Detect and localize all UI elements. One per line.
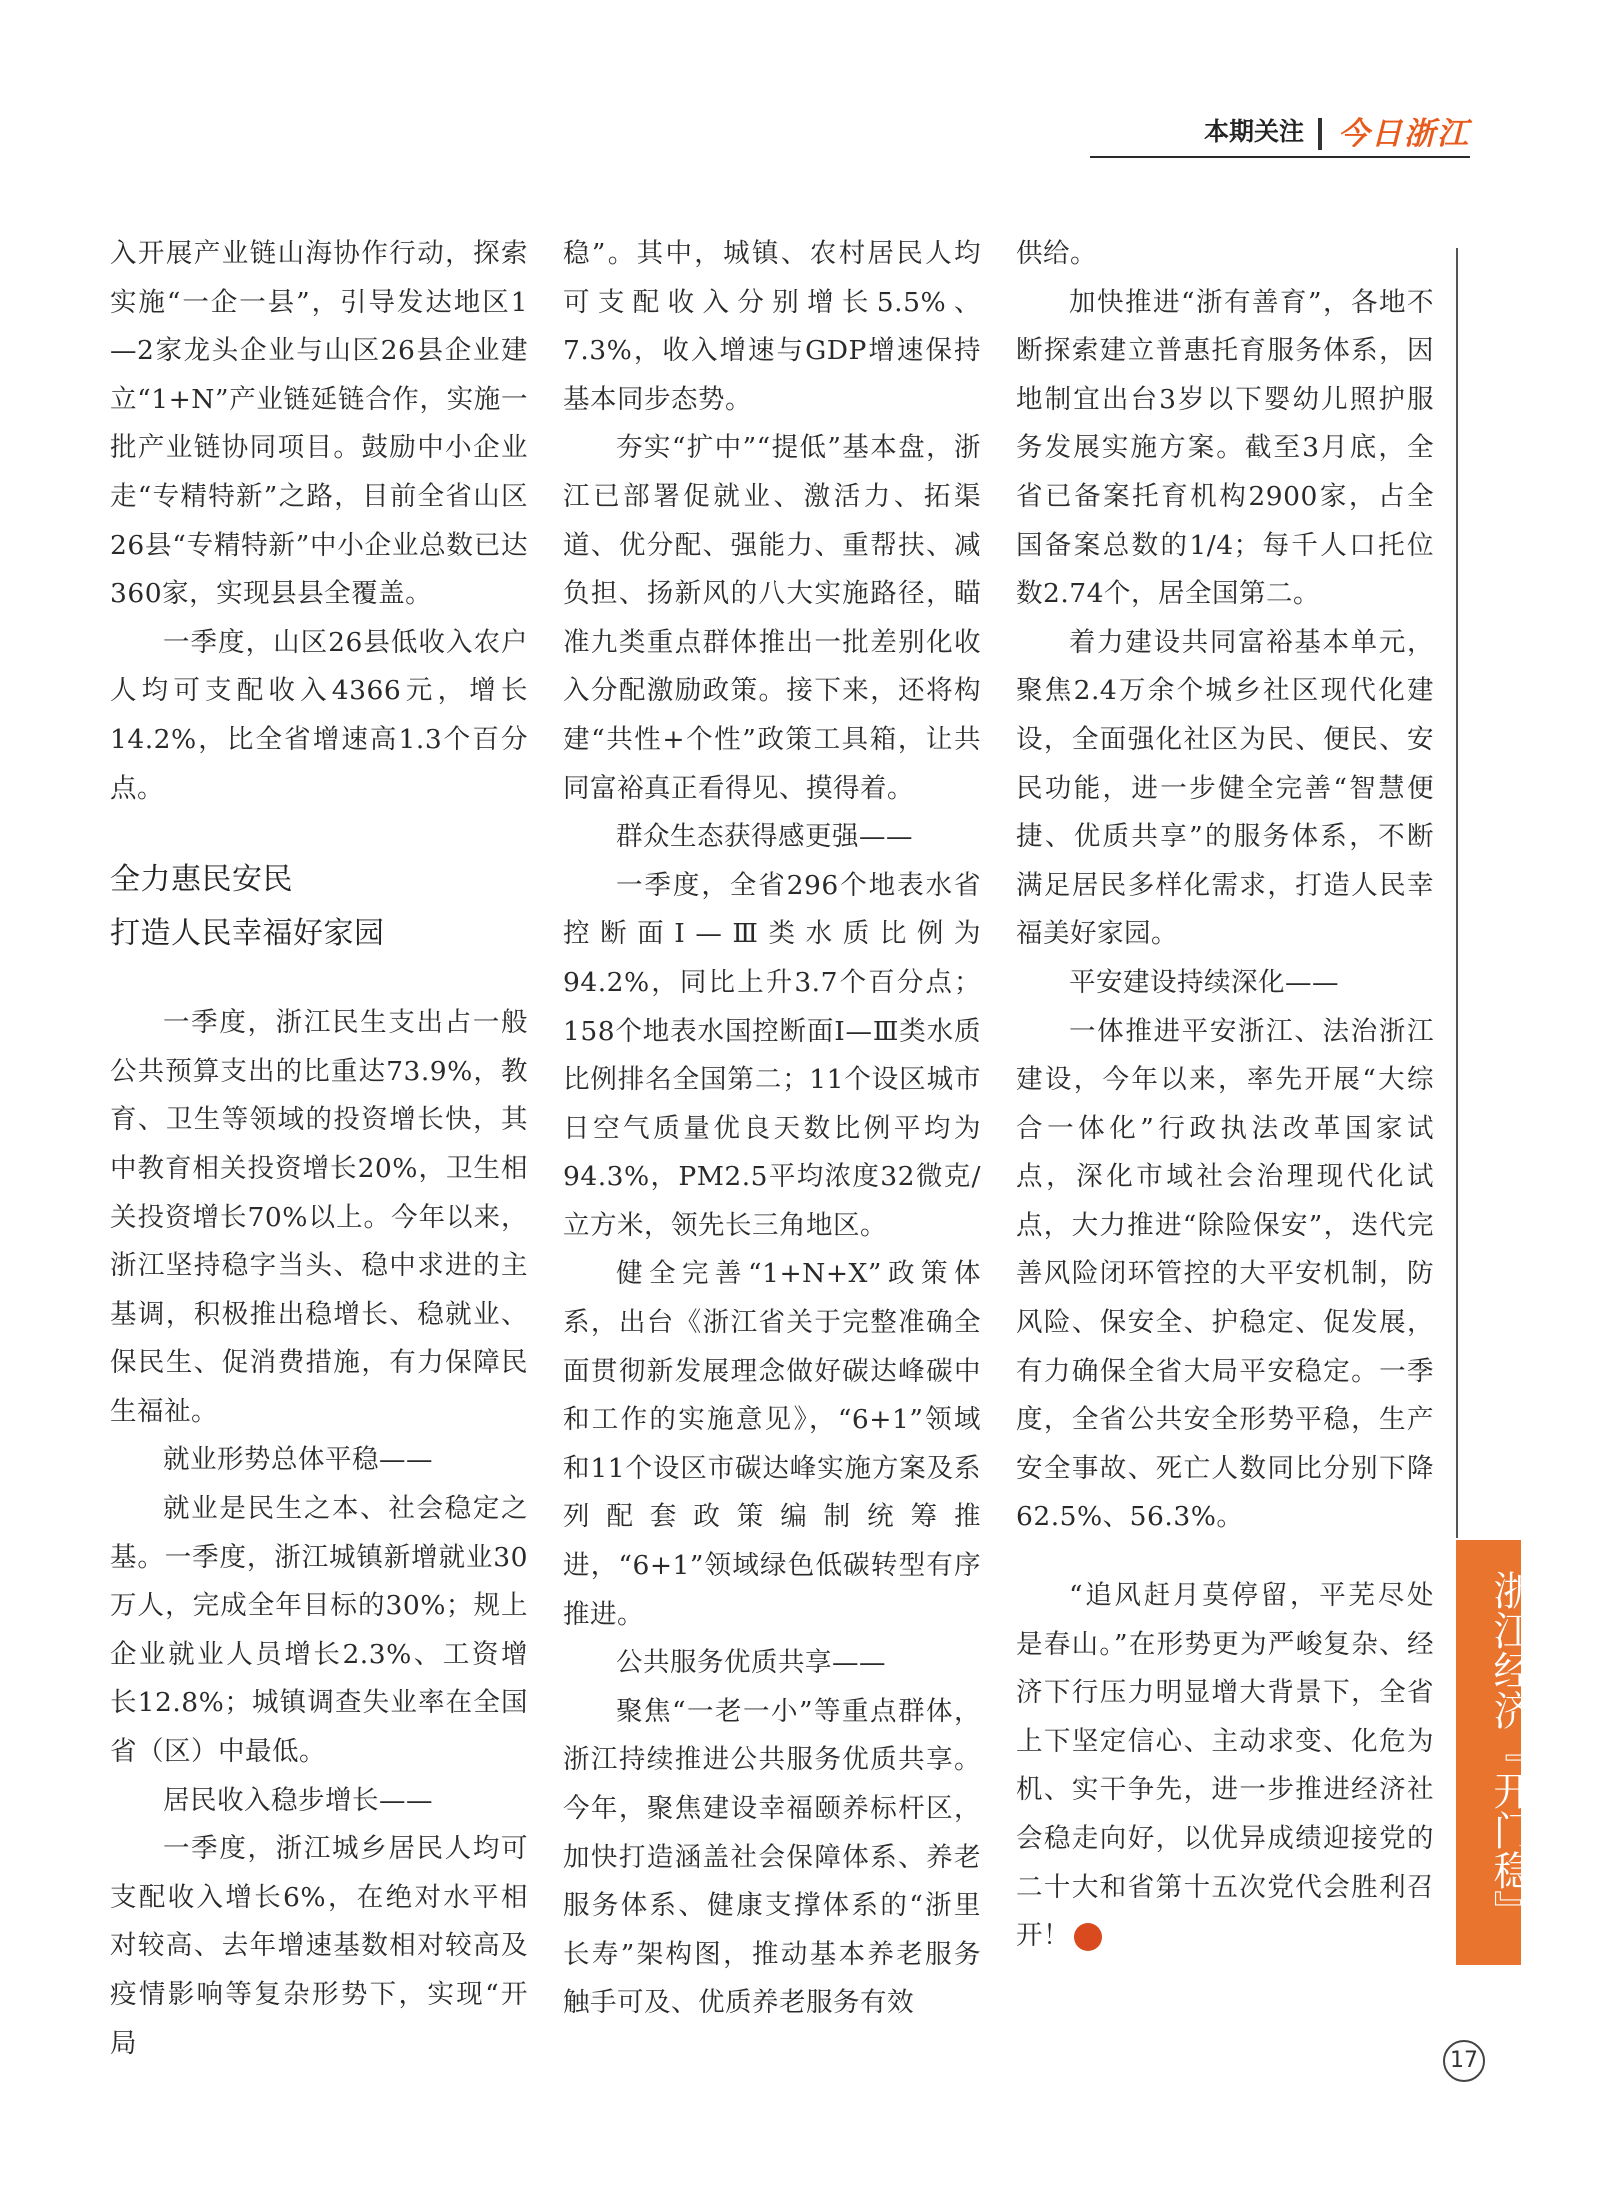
paragraph: 一季度，浙江民生支出占一般公共预算支出的比重达73.9%，教育、卫生等领域的投资增长快，其中教育相关投资增长20%，卫生相关投资增长70%以上。今年以来，浙江坚持稳字当头、稳中求进的主基调，积极推出稳增长、稳就业、保民生、促消费措施，有力保障民生福祉。	[110, 1007, 528, 1427]
header-divider	[1318, 118, 1322, 150]
subheading: 就业形势总体平稳——	[163, 1444, 433, 1476]
paragraph: 供给。	[1016, 238, 1097, 269]
subheading: 居民收入稳步增长——	[163, 1784, 433, 1816]
column-2	[563, 230, 981, 2028]
column-tab-label: 浙江经济『开门稳』	[1487, 1570, 1533, 1930]
subheading: 公共服务优质共享——	[616, 1647, 886, 1679]
column-1	[110, 230, 528, 2068]
paragraph: 着力建设共同富裕基本单元，聚焦2.4万余个城乡社区现代化建设，全面强化社区为民、便民、安民功能，进一步健全完善“智慧便捷、优质共享”的服务体系，不断满足居民多样化需求，打造人民幸福美好家园。	[1016, 626, 1434, 950]
closing-paragraph	[1016, 1572, 1434, 1961]
section-heading-line-2: 打造人民幸福好家园	[110, 916, 385, 952]
paragraph: 一体推进平安浙江、法治浙江建设，今年以来，率先开展“大综合一体化”行政执法改革国家试点，深化市域社会治理现代化试点，大力推进“除险保安”，迭代完善风险闭环管控的大平安机制，防风险、保安全、护稳定、促发展，有力确保全省大局平安稳定。一季度，全省公共安全形势平稳，生产安全事故、死亡人数同比分别下降62.5%、56.3%。	[1016, 1015, 1434, 1533]
closing-text: “追风赶月莫停留，平芜尽处是春山。”在形势更为严峻复杂、经济下行压力明显增大背景下，全省上下坚定信心、主动求变、化危为机、实干争先，进一步推进经济社会稳走向好，以优异成绩迎接党的二十大和省第十五次党代会胜利召开！	[1016, 1580, 1434, 1952]
paragraph: 加快推进“浙有善育”，各地不断探索建立普惠托育服务体系，因地制宜出台3岁以下婴幼儿照护服务发展实施方案。截至3月底，全省已备案托育机构2900家，占全国备案总数的1/4；每千人口托位数2.74个，居全国第二。	[1016, 286, 1434, 610]
side-rule	[1456, 248, 1458, 1538]
page-header	[1090, 112, 1470, 158]
end-mark-icon: 今	[1074, 1923, 1102, 1951]
paragraph: 一季度，全省296个地表水省控断面Ⅰ—Ⅲ类水质比例为94.2%，同比上升3.7个百分点；158个地表水国控断面Ⅰ—Ⅲ类水质比例排名全国第二；11个设区城市日空气质量优良天数比例平均为94.3%，PM2.5平均浓度32微克/立方米，领先长三角地区。	[563, 869, 981, 1241]
magazine-logo: 今日浙江	[1338, 116, 1470, 152]
paragraph: 健全完善“1+N+X”政策体系，出台《浙江省关于完整准确全面贯彻新发展理念做好碳达峰碳中和工作的实施意见》，“6+1”领域和11个设区市碳达峰实施方案及系列配套政策编制统筹推进，“6+1”领域绿色低碳转型有序推进。	[563, 1258, 981, 1630]
paragraph: 夯实“扩中”“提低”基本盘，浙江已部署促就业、激活力、拓渠道、优分配、强能力、重帮扶、减负担、扬新风的八大实施路径，瞄准九类重点群体推出一批差别化收入分配激励政策。接下来，还将构建“共性+个性”政策工具箱，让共同富裕真正看得见、摸得着。	[563, 432, 981, 804]
paragraph: 就业是民生之本、社会稳定之基。一季度，浙江城镇新增就业30万人，完成全年目标的30%；规上企业就业人员增长2.3%、工资增长12.8%；城镇调查失业率在全国省（区）中最低。	[110, 1493, 528, 1768]
subheading: 平安建设持续深化——	[1069, 966, 1339, 998]
section-label: 本期关注	[1203, 117, 1304, 146]
section-heading-line-1: 全力惠民安民	[110, 862, 293, 898]
paragraph: 一季度，浙江城乡居民人均可支配收入增长6%，在绝对水平相对较高、去年增速基数相对较高及疫情影响等复杂形势下，实现“开局	[110, 1833, 528, 2059]
paragraph: 聚焦“一老一小”等重点群体，浙江持续推进公共服务优质共享。今年，聚焦建设幸福颐养标杆区，加快打造涵盖社会保障体系、养老服务体系、健康支撑体系的“浙里长寿”架构图，推动基本养老服务触手可及、优质养老服务有效	[563, 1695, 981, 2019]
header-rule	[1090, 156, 1470, 158]
page-number: 17	[1443, 2040, 1485, 2082]
paragraph: 稳”。其中，城镇、农村居民人均可支配收入分别增长5.5%、7.3%，收入增速与GDP增速保持基本同步态势。	[563, 238, 981, 415]
paragraph: 入开展产业链山海协作行动，探索实施“一企一县”，引导发达地区1—2家龙头企业与山区26县企业建立“1+N”产业链延链合作，实施一批产业链协同项目。鼓励中小企业走“专精特新”之路，目前全省山区26县“专精特新”中小企业总数已达360家，实现县县全覆盖。	[110, 238, 528, 610]
column-3	[1016, 230, 1434, 1961]
subheading: 群众生态获得感更强——	[616, 821, 913, 853]
paragraph: 一季度，山区26县低收入农户人均可支配收入4366元，增长14.2%，比全省增速高1.3个百分点。	[110, 626, 528, 804]
column-tab	[1456, 1540, 1533, 1965]
